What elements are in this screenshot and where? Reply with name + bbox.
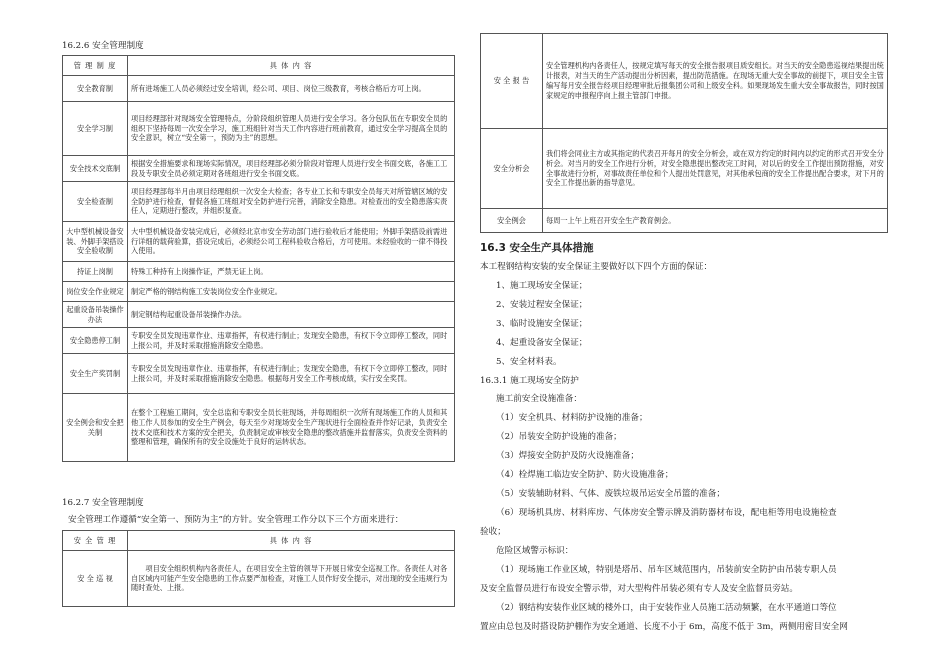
list-item: （2）吊装安全防护设施的准备； <box>496 432 622 442</box>
table-row: 安全技术交底制 根据安全措施要求和现场实际情况，项目经理部必须分阶段对管理人员进行安全书面交底，各施工工段及专职安全员必须定期对各班组进行安全书面交底。 <box>63 156 455 182</box>
subsection-16-3-1: 16.3.1 施工现场安全防护 <box>480 376 579 386</box>
section-title-16-2-6: 16.2.6 安全管理制度 <box>62 41 144 51</box>
table-row: 大中型机械设备安装、外脚手架搭设安全验收制 大中型机械设备安装完成后，必须经北京市安全劳动部门进行验收后才能使用；外脚手架搭设前需进行详细的载荷验算，搭设完成后，必须经公司工程科验收合格后，方可使用。未经验收的一律不得投入使用。 <box>63 222 455 262</box>
table-row: 岗位安全作业规定 制定严格的钢结构施工安装岗位安全作业规定。 <box>63 282 455 302</box>
list-item: 5、安全材料表。 <box>496 357 562 367</box>
safety-report-table <box>480 33 888 233</box>
table-row: 安全教育制 所有进场施工人员必须经过安全培训，经公司、项目、岗位三级教育，考核合格后方可上岗。 <box>63 76 455 102</box>
safety-inspection-table <box>62 530 455 607</box>
table-row: 安全例会和安全把关制 在整个工程施工期间，安全总监和专职安全员长驻现场，并每周组织一次所有现场施工作的人员和其他工作人员参加的安全生产例会，每天至少对现场安全生产现状进行全面检查并作好记录，负责安全技术交底和技术方案的安全把关，负责制定或审核安全隐患的整改措施并监督落实，负责安全资料的整理和管理，确保所有的安全设施处于良好的运转状态。 <box>63 394 455 462</box>
list-item: 1、施工现场安全保证； <box>496 281 588 291</box>
list-item: （3）焊接安全防护及防火设施准备； <box>496 451 639 461</box>
list-item: （1）安全机具、材料防护设施的准备； <box>496 413 648 423</box>
table-header-system: 管 理 制 度 <box>63 56 128 76</box>
heading-16-3: 16.3 安全生产具体措施 <box>480 242 594 254</box>
list-item-continued: 验收； <box>480 527 506 537</box>
paragraph-line: 及安全监督员进行布设安全警示带，对大型构件吊装必须有专人及安全监督员旁站。 <box>480 584 798 594</box>
table-header-content: 具 体 内 容 <box>128 531 455 551</box>
table-row: 起重设备吊装操作办法 制定钢结构起重设备吊装操作办法。 <box>63 302 455 328</box>
paragraph-line: （2）钢结构安装作业区域的楼外口，由于安装作业人员施工活动频繁，在水平通道口等位 <box>496 603 837 613</box>
danger-zone-title: 危险区域警示标识： <box>496 546 574 556</box>
paragraph-line: 置应由总包及时搭设防护棚作为安全通道、长度不小于 6m，高度不低于 3m，两侧用密目安全网 <box>480 622 848 632</box>
list-item: （6）现场机具房、材料库房、气体房安全警示牌及消防器材布设，配电柜等用电设施检查 <box>496 508 837 518</box>
table-row: 安全分析会 我们将会同业主方或其指定的代表召开每月的安全分析会，或在双方约定的时间内以约定的形式召开安全分析会。对当月的安全工作进行分析，对安全隐患提出整改完工时间，对以后的安全工作提出预防措施，对安全事故进行分析，对事故责任单位和个人提出处罚意见，对其他承包商的安全工作提出配合要求，对下月的安全工作提出新的指导意见。 <box>481 129 888 209</box>
safety-management-table <box>62 55 455 462</box>
table-row: 安全检查制 项目经理部每半月由项目经理组织一次安全大检查；各专业工长和专职安全员每天对所管辖区域的安全防护进行检查，督促各施工班组对安全防护进行完善，消除安全隐患。对检查出的安全隐患落实责任人，定期进行整改，并组织复查。 <box>63 182 455 222</box>
table-row: 持证上岗制 特殊工种持有上岗操作证，严禁无证上岗。 <box>63 262 455 282</box>
list-item: 4、起重设备安全保证； <box>496 338 588 348</box>
table-header-management: 安 全 管 理 <box>63 531 128 551</box>
table-row: 安全学习制 项目经理部针对现场安全管理特点，分阶段组织管理人员进行安全学习。各分包队伍在专职安全员的组织下坚持每周一次安全学习，施工班组针对当天工作内容进行班前教育，通过安全学习提高全员的安全意识，树立“安全第一，预防为主”的思想。 <box>63 102 455 156</box>
list-item: 2、安装过程安全保证； <box>496 300 588 310</box>
table-row: 安全例会 每周一上午上班召开安全生产教育例会。 <box>481 209 888 233</box>
table-row: 安 全 巡 视 项目安全组织机构内各责任人，在项目安全主管的领导下开展日常安全巡视工作。各责任人对各自区域内可能产生安全隐患的工作点要严加检查，对施工人员作好安全提示，对出现的安全违规行为随时查处、上报。 <box>63 551 455 607</box>
table-row: 安 全 报 告 安全管理机构内各责任人，按规定填写每天的安全报告报项目质安组长。对当天的安全隐患巡视结果提出统计报表，对当天的生产活动提出分析因素，提出防范措施。在现场无重大安全事故的前提下，项目安全主管编写每月安全报告经项目经理审批后报集团公司和上级安全科。如果现场发生重大安全事故报告，同时按国家规定的申报程序向上报主管部门申报。 <box>481 34 888 129</box>
section-intro: 安全管理工作遵循“安全第一、预防为主”的方针。安全管理工作分以下三个方面来进行： <box>68 515 404 525</box>
measures-intro: 本工程钢结构安装的安全保证主要做好以下四个方面的保证： <box>480 262 713 272</box>
table-header-content: 具 体 内 容 <box>128 56 455 76</box>
section-title-16-2-7: 16.2.7 安全管理制度 <box>62 498 144 508</box>
subsection-intro: 施工前安全设施准备： <box>496 394 582 404</box>
list-item: （4）栓焊施工临边安全防护、防火设施准备； <box>496 470 674 480</box>
list-item: （5）安装辅助材料、气体、废铁垃圾吊运安全吊篮的准备； <box>496 489 725 499</box>
table-row: 安全隐患停工制 专职安全员发现违章作业、违章指挥，有权进行制止；发现安全隐患，有权下令立即停工整改，同时上报公司，并及时采取措施消除安全隐患。 <box>63 328 455 354</box>
paragraph-line: （1）现场施工作业区域，特别是塔吊、吊车区域范围内，吊装前安全防护由吊装专职人员 <box>496 565 837 575</box>
table-row: 安全生产奖罚制 专职安全员发现违章作业、违章指挥，有权进行制止；发现安全隐患，有权下令立即停工整改，同时上报公司，并及时采取措施消除安全隐患。根据每月安全工作考核成绩，实行安全奖罚。 <box>63 354 455 394</box>
list-item: 3、临时设施安全保证； <box>496 319 588 329</box>
